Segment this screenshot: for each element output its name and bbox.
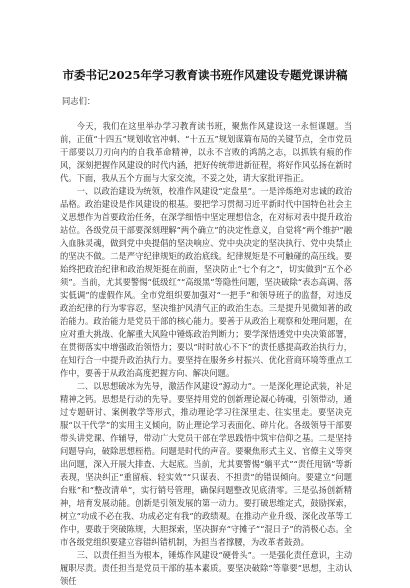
salutation: 同志们： — [62, 96, 96, 106]
section-heading-3: 三、以责任担当为根本，锤炼作风建设“硬骨头”。 — [76, 550, 261, 560]
section-paragraph-2 — [60, 380, 352, 549]
section-paragraph-3 — [60, 549, 352, 588]
intro-paragraph: 今天，我们在这里举办学习教育读书班，聚焦作风建设这一永恒课题。当前，正值“十四五”规划收官冲刺、“十五五”规划谋篇布局的关键节点，全市党员干部要以刀刃向内的自我革命精神，以永不言败的鸿鹄之志，以抓铁有痕的作风，深刻把握作风建设的时代内涵，把好传统带进新征程，将好作风弘扬在新时代。下面，我从五个方面与大家交流，不妥之处，请大家批评指正。 — [60, 121, 352, 183]
section-body-3: 一是强化责任意识，主动履职尽责。责任担当是党员干部的基本素质。要坚决破除“等靠要”思想，主动认领任 — [60, 550, 352, 586]
section-body-1: 一是淬炼绝对忠诚的政治品格。政治建设是作风建设的根基。要把学习贯彻习近平新时代中国特色社会主义思想作为首要政治任务，在深学细悟中坚定理想信念，在对标对表中提升政治站位。各级党员干部要深刻理解“两个确立”的决定性意义，自觉将“两个维护”融入血脉灵魂，做到党中央提倡的坚决响应、党中央决定的坚决执行、党中央禁止的坚决不做。二是严守纪律规矩的政治底线。纪律规矩是不可触碰的高压线。要始终把政治纪律和政治规矩挺在前面，坚决防止“七个有之”，切实做到“五个必须”。当前，尤其要警惕“低级红”“高级黑”等隐性问题，坚决破除“表态高调、落实低调”的虚假作风。全市党组织要加强对“一把手”和领导班子的监督，对违反政治纪律的行为零容忍，坚决维护风清气正的政治生态。三是提升见微知著的政治能力。政治能力是党员干部的核心能力。要善于从政治上观察和处理问题，在应对重大挑战、化解重大风险中锤炼政治判断力；要学深悟透党中央决策部署，在贯彻落实中增强政治领悟力；要以“时时放心不下”的责任感提高政治执行力，在知行合一中提升政治执行力。要坚持在服务乡村振兴、优化营商环境等重点工作中，要善于从政治高度把握方向、解决问题。 — [60, 186, 352, 378]
section-body-2: 一是深化理论武装，补足精神之钙。思想是行动的先导。要坚持用党的创新理论凝心铸魂，引领带动，通过专题研讨、案例教学等形式，推动理论学习往深里走、往实里走。要坚决克服“以干代学”的实用主义倾向，防止理论学习表面化、碎片化。各级领导干部要带头讲党课、作辅导，带动广大党员干部在学思践悟中筑牢信仰之基。二是坚持问题导向，破除思想桎梏。问题是时代的声音。要聚焦形式主义、官僚主义等突出问题，深入开展大排查、大起底。当前，尤其要警惕“躺平式”“责任甩锅”等新表现，坚决纠正“重留痕、轻实效”“只谋表、不担责”的错误倾向。要建立“问题台账”和“整改清单”，实行销号管理，确保问题整改见底清零。三是弘扬创新精神，培育发展动能。创新是引领发展的第一动力。要打破思维定式，鼓励探索，树立“功成不必在我、功成必定有我”的政绩观。在推动产业升级、深化改革等工作中，要敢于突破陈规，大胆探索，坚决摒弃“守摊子”“混日子”的消极心态。全市各级党组织要建立容错纠错机制，为担当者撑腰，为改革者鼓劲。 — [60, 381, 352, 547]
section-heading-1: 一、以政治建设为统领，校准作风建设“定盘星”。 — [76, 186, 261, 196]
section-paragraph-1 — [60, 185, 352, 380]
document-title: 市委书记2025年学习教育读书班作风建设专题党课讲稿 — [62, 68, 348, 82]
document-body — [60, 95, 352, 586]
section-heading-2: 二、以思想破冰为先导，激活作风建设“源动力”。 — [76, 381, 261, 391]
